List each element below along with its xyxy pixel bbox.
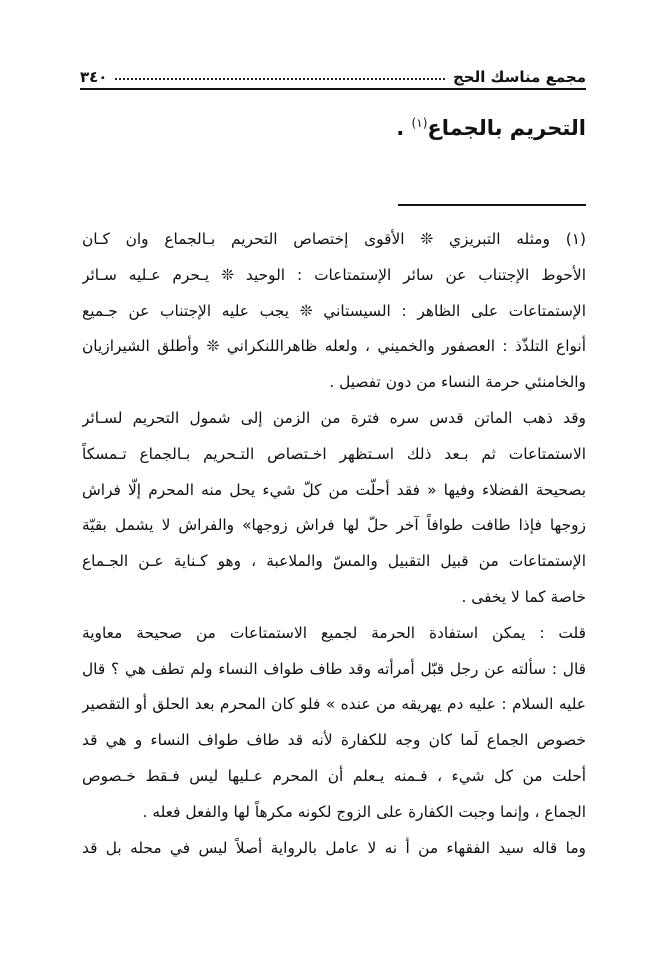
- paragraph-line: وقد ذهب الماتن قدس سره فترة من الزمن إلى شمول التحريم لسـائر: [82, 408, 586, 427]
- footnote-separator: [398, 204, 586, 206]
- page-number: ٣٤٠: [80, 68, 108, 86]
- footnote-line: (١) ومثله التبريزي ❊ الأقوى إختصاص التحريم بـالجماع وان كـان: [82, 230, 586, 248]
- paragraph-line: وما قاله سيد الفقهاء من أ نه لا عامل بالرواية أصلاً ليس في محله بل قد: [82, 838, 586, 857]
- footnote-reference: (١): [411, 116, 428, 130]
- paragraph: [82, 401, 586, 616]
- footnote-line: أنواع التلذّذ : العصفور والخميني ، ولعله ظاهراللنكراني ❊ وأطلق الشيرازيان: [82, 337, 586, 356]
- paragraph-line: أحلت من كل شيء ، فـمنه يـعلم أن المحرم عـليها ليس فـقط خـصوص: [82, 766, 586, 785]
- running-header: [80, 64, 586, 86]
- footnote-line: الإستمتاعات على الظاهر : السيستاني ❊ يجب عليه الإجتناب عن جـميع: [82, 301, 586, 320]
- paragraph-line: قلت : يمكن استفادة الحرمة لجميع الاستمتاعات من صحيحة معاوية: [82, 623, 586, 642]
- page-body: [82, 222, 586, 866]
- paragraph-line: الإستمتاعات من قبيل التقبيل والمسّ والملاعبة ، وهو كـناية عـن الجـماع: [82, 552, 586, 571]
- section-title: [106, 116, 586, 140]
- paragraph-line: عليه السلام : عليه دم يهريقه من عنده » فلو كان المحرم بعد الحلق أو التقصير: [82, 695, 586, 714]
- header-rule: [80, 88, 586, 90]
- paragraph-line: الاستمتاعات ثم بـعد ذلك اسـتظهر اخـتصاص التـحريم بـالجماع تـمسكاً: [82, 444, 586, 463]
- footnote-line: الأحوط الإجتناب عن سائر الإستمتاعات : الوحيد ❊ يـحرم عـليه سـائر: [82, 265, 586, 284]
- paragraph: [82, 831, 586, 867]
- section-title-text: التحريم بالجماع: [427, 116, 586, 140]
- book-title: مجمع مناسك الحج: [452, 68, 586, 86]
- footnote-line: والخامنئي حرمة النساء من دون تفصيل .: [329, 373, 586, 392]
- paragraph-line: بصحيحة الفضلاء وفيها « فقد أحلّت من كلّ شيء يحل منه المحرم إلّا فراش: [82, 480, 586, 499]
- paragraph-line: خاصة كما لا يخفى .: [461, 587, 586, 606]
- paragraph: [82, 616, 586, 831]
- paragraph-line: الجماع ، وإنما وجبت الكفارة على الزوج لكونه مكرهاً لها والفعل فعله .: [142, 802, 586, 821]
- paragraph-line: خصوص الجماع لَما كان وجه للكفارة لأنه قد طاف طواف النساء و هي قد: [82, 731, 586, 750]
- footnote: [82, 222, 586, 401]
- section-title-tail: .: [396, 116, 412, 140]
- paragraph-line: زوجها فإذا طافت طوافاً آخر حلّ لها فراش زوجها» والفراش لا يشمل بقيّة: [82, 516, 586, 535]
- paragraph-line: قال : سألته عن رجل قبّل أمرأته وقد طاف طواف النساء ولم تطف هي ؟ قال: [82, 659, 586, 678]
- header-dot-leader: [115, 78, 445, 80]
